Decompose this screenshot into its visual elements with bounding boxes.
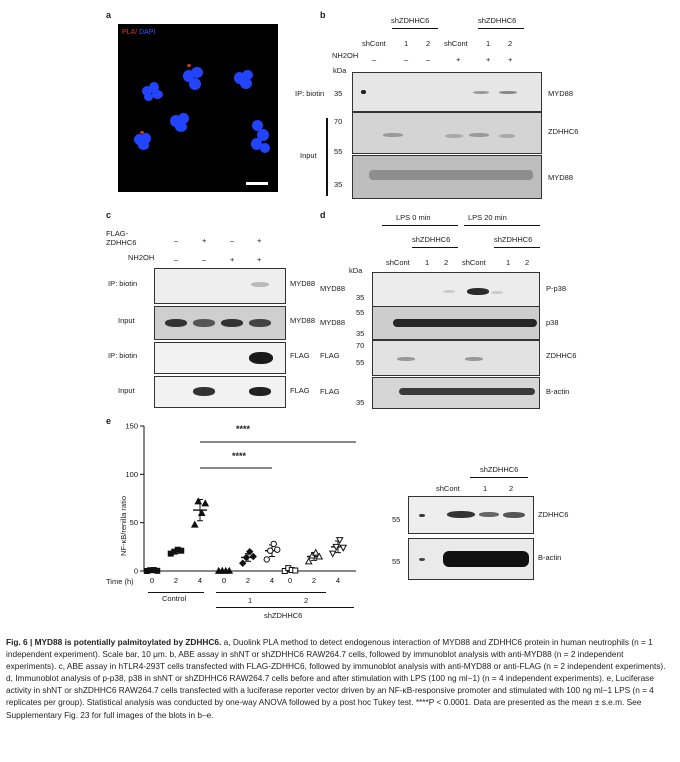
f-group-label: shZDHHC6 [480, 465, 519, 474]
nucleus-cell-5 [132, 130, 154, 152]
x-tick-label: 2 [173, 576, 179, 585]
c-flag-1: – [174, 236, 179, 245]
panel-a-letter: a [106, 10, 112, 20]
d-sh2-bracket [494, 247, 540, 248]
d-blot-bactin [372, 377, 540, 409]
x-tick-label: 0 [149, 576, 155, 585]
data-point [293, 568, 298, 573]
data-point [275, 547, 280, 552]
scale-bar [246, 182, 268, 185]
b-nh2oh-6: + [508, 55, 513, 64]
b-blot-zdhhc6 [352, 112, 542, 154]
b-blot-ip-myd88 [352, 72, 542, 112]
e-group-bracket [216, 607, 354, 608]
c-blot-row2 [154, 306, 286, 340]
c-blot-row4 [154, 376, 286, 408]
c-flag-3: – [230, 236, 235, 245]
c-row4-right: FLAG [290, 386, 310, 395]
b-ip-label: IP: biotin [295, 89, 325, 98]
f-row-2: B-actin [538, 553, 562, 562]
data-point [271, 541, 276, 546]
b-zdhhc6: ZDHHC6 [548, 127, 579, 136]
f-blot-zdhhc6 [408, 496, 534, 534]
b-lane-2: 1 [404, 39, 409, 48]
nucleus-cell-6 [248, 118, 274, 156]
d-sh2: shZDHHC6 [494, 235, 533, 244]
d-row3-marker-55: 55 [356, 358, 365, 367]
f-blot-bactin [408, 538, 534, 580]
panel-d-letter: d [320, 210, 326, 220]
c-row1-right: MYD88 [290, 279, 316, 288]
panel-c-letter: c [106, 210, 112, 220]
d-lane-2: 1 [425, 258, 430, 267]
e-control-bracket [148, 592, 204, 593]
c-flag-2: + [202, 236, 207, 245]
b-group2-bracket [478, 28, 524, 29]
b-lane-6: 2 [508, 39, 513, 48]
e-sub-2: 2 [304, 596, 309, 605]
x-tick-label: 0 [221, 576, 227, 585]
x-tick-label: 2 [311, 576, 317, 585]
nucleus-cell-3 [232, 68, 256, 90]
b-kda-label: kDa [333, 66, 347, 75]
f-lane-3: 2 [509, 484, 514, 493]
d-lane-3: 2 [444, 258, 449, 267]
y-tick-label: 100 [125, 469, 138, 479]
d-lps20: LPS 20 min [468, 213, 507, 222]
d-row2-marker-55: 55 [356, 308, 365, 317]
c-nh2oh-4: + [257, 255, 262, 264]
f-marker-1: 55 [392, 515, 401, 524]
d-sh1-bracket [412, 247, 458, 248]
legend-dapi: DAPI [139, 29, 156, 36]
b-group1-bracket [392, 28, 438, 29]
b-marker-55: 55 [334, 147, 343, 156]
x-tick-label: 4 [197, 576, 203, 585]
b-lane-5: 1 [486, 39, 491, 48]
data-point [268, 548, 273, 553]
y-tick-label: 150 [125, 421, 138, 431]
b-nh2oh-label: NH2OH [332, 51, 359, 60]
d-lane-4: shCont [462, 258, 486, 267]
y-tick-label: 0 [133, 566, 138, 576]
f-group-bracket [470, 477, 528, 478]
b-nh2oh-5: + [486, 55, 491, 64]
caption-text: a, Duolink PLA method to detect endogenous interaction of MYD88 and ZDHHC6 protein in human neutrophils (n = 1 independent experiment). Scale bar, 10 μm. b, ABE assay in shNT or shZDHHC6 RAW264.7 cells, followed by immunoblot analysis with anti-MYD88 (n = 2 independent experiments). c, ABE assay in hTLR4-293T cells transfected with FLAG-ZDHHC6, followed by immunoblot analysis with anti-MYD88 or anti-FLAG (n = 2 independent experiments). d, Immunoblot analysis of p-p38, p38 in shNT or shZDHHC6 RAW264.7 cells before and after stimulation with LPS (100 ng ml−1) (n = 4 independent experiments). e, Luciferase activity in shNT or shZDHHC6 RAW264.7 cells transfected with a luciferase reporter vector driven by an NF-κB-responsive promoter and stimulated with 100 ng ml−1 LPS (n = 4 replicates per group). Statistical analysis was conducted by one-way ANOVA followed by a post hoc Tukey test. ****P < 0.0001. Data are presented as the mean ± s.e.m. See Supplementary Fig. 23 for full images of the blots in b–e. [6, 637, 666, 720]
figure-caption [6, 636, 674, 721]
e-control-label: Control [162, 594, 187, 603]
c-flag-label-2: ZDHHC6 [106, 238, 137, 247]
panel-e-letter: e [106, 416, 112, 426]
d-sh1: shZDHHC6 [412, 235, 451, 244]
d-row4-marker-35: 35 [356, 398, 365, 407]
x-tick-label: 2 [245, 576, 251, 585]
e-sig-2: **** [232, 451, 247, 461]
data-point [264, 557, 269, 562]
pla-micrograph [118, 24, 278, 192]
f-lane-1: shCont [436, 484, 460, 493]
c-row3-right: FLAG [290, 351, 310, 360]
e-ylabel: NF-κB/renilla ratio [119, 495, 128, 556]
d-row1-marker: 35 [356, 293, 365, 302]
data-point [306, 558, 312, 564]
b-lane-4: shCont [444, 39, 468, 48]
d-blot-pp38 [372, 272, 540, 308]
nucleus-cell-1 [140, 80, 166, 102]
c-nh2oh-2: – [202, 255, 207, 264]
data-point [340, 545, 346, 551]
c-nh2oh-3: + [230, 255, 235, 264]
b-myd88-input: MYD88 [548, 173, 574, 182]
d-blot-zdhhc6 [372, 340, 540, 376]
data-point [250, 554, 256, 560]
d-row1-left: MYD88 [320, 284, 346, 293]
nucleus-cell-4 [168, 110, 192, 134]
c-flag-label-1: FLAG- [106, 229, 129, 238]
b-nh2oh-3: – [426, 55, 431, 64]
f-marker-2: 55 [392, 557, 401, 566]
y-tick-label: 50 [129, 518, 138, 528]
b-input-bracket [326, 118, 328, 196]
d-lps0-bracket [382, 225, 458, 226]
d-row3-marker-70: 70 [356, 341, 365, 350]
d-lps0: LPS 0 min [396, 213, 431, 222]
e-sub-1: 1 [248, 596, 253, 605]
c-nh2oh-1: – [174, 255, 179, 264]
d-blot-p38 [372, 306, 540, 340]
b-group2-label: shZDHHC6 [478, 16, 517, 25]
nucleus-cell-2 [180, 64, 206, 92]
d-lane-5: 1 [506, 258, 511, 267]
d-kda: kDa [349, 266, 363, 275]
d-row2-left: MYD88 [320, 318, 346, 327]
d-row1-right: P-p38 [546, 284, 567, 293]
b-marker-35a: 35 [334, 89, 343, 98]
d-row2-marker-35: 35 [356, 329, 365, 338]
c-row4-left: Input [118, 386, 135, 395]
b-group1-label: shZDHHC6 [391, 16, 430, 25]
d-row3-right: ZDHHC6 [546, 351, 577, 360]
c-blot-row3 [154, 342, 286, 374]
b-myd88-ip: MYD88 [548, 89, 574, 98]
c-blot-row1 [154, 268, 286, 304]
data-point [192, 522, 198, 528]
d-row4-left: FLAG [320, 387, 340, 396]
x-tick-label: 4 [269, 576, 275, 585]
e-time-label: Time (h) [106, 577, 134, 586]
b-nh2oh-1: – [372, 55, 377, 64]
f-row-1: ZDHHC6 [538, 510, 569, 519]
c-row3-left: IP: biotin [108, 351, 138, 360]
b-input-label: Input [300, 151, 317, 160]
b-blot-input-myd88 [352, 155, 542, 199]
d-lane-1: shCont [386, 258, 410, 267]
b-marker-70: 70 [334, 117, 343, 126]
e-group-bracket-top [216, 592, 326, 593]
c-flag-4: + [257, 236, 262, 245]
x-tick-label: 0 [287, 576, 293, 585]
legend-pla: PLA/ [122, 29, 138, 36]
data-point [330, 551, 336, 557]
panel-e-chart [100, 416, 370, 628]
e-group-label: shZDHHC6 [264, 611, 303, 620]
d-row2-right: p38 [546, 318, 559, 327]
c-row2-right: MYD88 [290, 316, 316, 325]
d-lps20-bracket [464, 225, 540, 226]
c-row1-left: IP: biotin [108, 279, 138, 288]
d-lane-6: 2 [525, 258, 530, 267]
data-point [155, 568, 160, 573]
b-nh2oh-4: + [456, 55, 461, 64]
data-point [179, 548, 184, 553]
c-row2-left: Input [118, 316, 135, 325]
b-lane-1: shCont [362, 39, 386, 48]
x-tick-label: 4 [335, 576, 341, 585]
panel-b-letter: b [320, 10, 326, 20]
data-point [240, 560, 246, 566]
data-point [202, 500, 208, 506]
c-nh2oh-label: NH2OH [128, 253, 155, 262]
e-sig-1: **** [236, 424, 251, 434]
d-row3-left: FLAG [320, 351, 340, 360]
b-marker-35b: 35 [334, 180, 343, 189]
b-nh2oh-2: – [404, 55, 409, 64]
b-lane-3: 2 [426, 39, 431, 48]
f-lane-2: 1 [483, 484, 488, 493]
d-row4-right: B-actin [546, 387, 570, 396]
caption-fig-title: Fig. 6 | MYD88 is potentially palmitoylated by ZDHHC6. [6, 637, 222, 647]
